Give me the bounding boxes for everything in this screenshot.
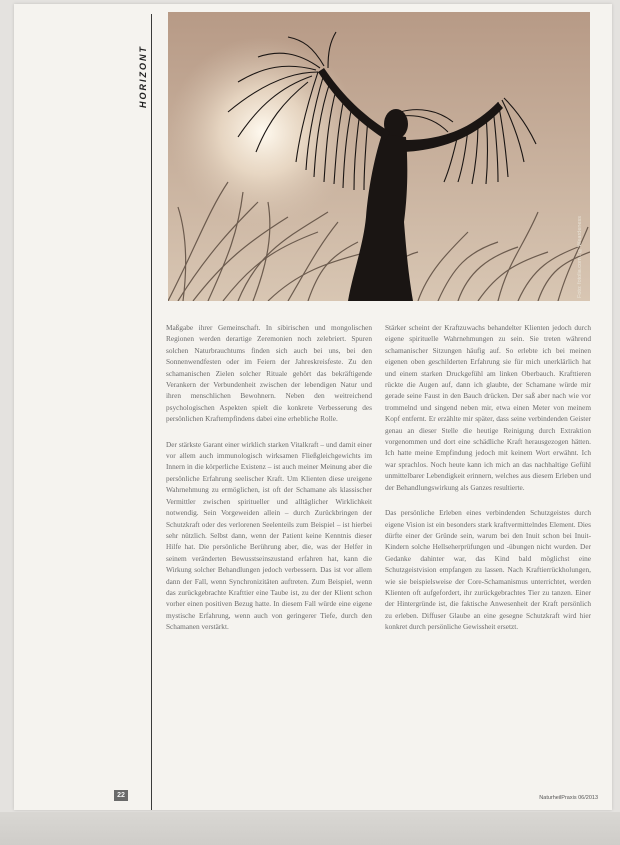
page-number: 22 <box>114 790 128 801</box>
photo-illustration <box>168 12 590 301</box>
photo-credit: Foto: fotolia.com / ©Weardeness <box>577 215 583 298</box>
section-label: HORIZONT <box>138 45 148 108</box>
scan-background <box>0 812 620 845</box>
footer-publication: NaturheilPraxis 06/2013 <box>539 795 598 801</box>
paragraph: Das persönliche Erleben eines verbindenden Schutzgeistes durch eigene Vision ist ein besonders stark kraftvermittelndes Element. Dies dürfte einer der Gründe sein, warum bei den Inuit schon bei Inuit-Kindern solche Hellseherprüfungen und -übungen nicht wurden. Der Gedanke dahinter war, das Kind bald möglichst eine Schutzgeistvision empfangen zu lassen. Nach Kraftierrückholungen, wie sie beispielsweise der Core-Schamanismus unterrichtet, werden Klienten oft aufgefordert, ihr zurückgebrachtes Tier zu tanzen. Einer der Hintergründe ist, die faktische Anwesenheit der Kraft persönlich zu erleben. Diffuser Glaube an eine gesegne Schutzkraft wird hier konkret durch persönliche Gewissheit ersetzt. <box>385 508 591 632</box>
column-divider-line <box>151 14 152 810</box>
paragraph: Der stärkste Garant einer wirklich starken Vitalkraft – und damit einer vor allem auch immunologisch wirksamen Fließgleichgewichts im Innern in die körperliche Existenz – ist auch meiner Meinung aber die persönliche Erfahrung seelischer Kraft. Um Klienten diese ureigene Wahrnehmung zu ermöglichen, ist oft der Schamane als klassischer Vermittler zwischen spiritueller und alltäglicher Wirklichkeit notwendig. Sein Vorgeweiden allein – durch Zurückbringen der Schutzkraft oder des verlorenen Seelenteils zum Beispiel – ist hierbei sehr nützlich. Selbst dann, wenn der Patient keine Kenntnis dieser Hilfe hat. Die persönliche Berührung aber, die, was der Helfer in seinem veränderten Bewusstseinszustand erfahren hat, kann die Wirkung solcher Behandlungen jedoch verbessern. Das ist vor allem dann der Fall, wenn Synchronizitäten auftreten. Zum Beispiel, wenn das zurückgebrachte Krafttier eine Taube ist, zu der der Klient schon vorher einen positiven Bezug hatte. In diesem Fall würde eine eigene mystische Erfahrung, wenn auch von geringerer Tiefe, durch den Schamanen verstärkt. <box>166 439 372 632</box>
sun-glow <box>168 37 358 227</box>
paragraph: Maßgabe ihrer Gemeinschaft. In sibirischen und mongolischen Regionen werden derartige Zeremonien noch zelebriert. Spuren solchen Naturbrauchtums finden sich auch bei uns, bei den Sonnenwendfesten oder im Feiern der Jahreskreisfeste. Zu den schamanischen Zielen solcher Rituale gehört das bekräftigende Verankern der Verbundenheit zwischen der lebendigen Natur und ihren menschlichen Bewohnern. Neben den weitreichend psychologischen Aspekten spielt die konkrete Verbesserung des persönlichen Kraftempfindens dabei eine erhebliche Rolle. <box>166 323 372 424</box>
left-column <box>166 322 372 647</box>
hero-photo <box>168 12 590 301</box>
paragraph: Stärker scheint der Kraftzuwachs behandelter Klienten jedoch durch eigene spirituelle Wahrnehmungen zu sein. Sie treten während schamanischer Sitzungen häufig auf. So erlebte ich bei meinen eigenen oben geschilderten Erfahrung sie für mich unerklärlich hat und einem starken Druckgefühl am linken Oberbauch. Krafttieren rückte die Augen auf, dann ich glaubte, der Schamane würde mir gerade seine Faust in den Bauch drücken. Der saß aber nach wie vor trommelnd und singend neben mir, etwa einen Meter von meinem Kopf entfernt. Er erzählte mir später, dass seine verbindenden Geister genau an dieser Stelle die heutige Reinigung durch Extraktion vorgenommen und dort eine schädliche Kraft herausgezogen hätten. Ich hatte meine Empfindung jedoch mit keinem Wort erwähnt. Ich war sprachlos. Noch heute kann ich mich an das nachhaltige Gefühl unmittelbarer Lebendigkeit erinnern, welches aus diesem Erleben und der Behandlungswirkung als Ganzes resultierte. <box>385 323 591 492</box>
right-column <box>385 322 591 647</box>
